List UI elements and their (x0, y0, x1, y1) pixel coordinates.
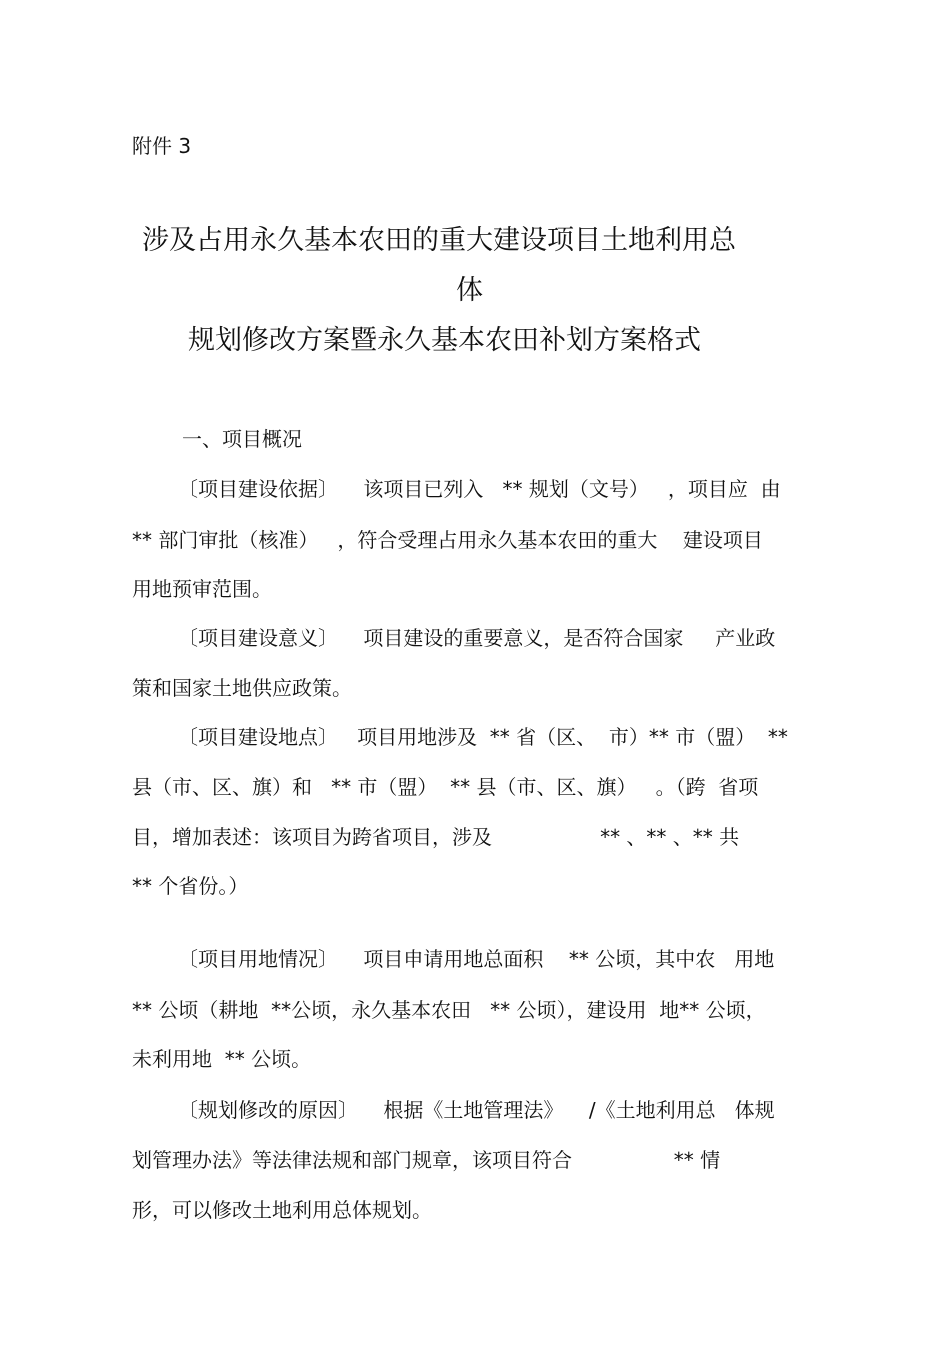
paragraph-line: 〔项目用地情况〕 项目申请用地总面积 ** 公顷，其中农 用地 (178, 947, 775, 971)
paragraph-line: 〔规划修改的原因〕 根据《土地管理法》 /《土地利用总 体规 (178, 1098, 775, 1122)
paragraph-line: 划管理办法》等法律法规和部门规章，该项目符合 ** 情 (132, 1148, 721, 1172)
paragraph-line: 〔项目建设依据〕 该项目已列入 ** 规划（文号） ，项目应 由 (178, 477, 781, 501)
attachment-label: 附件 3 (132, 134, 192, 158)
paragraph-line: 〔项目建设地点〕 项目用地涉及 ** 省（区、 市）** 市（盟） ** (178, 725, 788, 749)
paragraph-line: 形，可以修改土地利用总体规划。 (132, 1198, 432, 1222)
paragraph-line: ** 部门审批（核准） ，符合受理占用永久基本农田的重大 建设项目 (132, 528, 763, 552)
title-line-3: 规划修改方案暨永久基本农田补划方案格式 (188, 325, 701, 356)
title-line-2: 体 (456, 275, 483, 306)
section-heading: 一、项目概况 (182, 427, 302, 451)
paragraph-line: ** 个省份。） (132, 874, 249, 898)
paragraph-line: ** 公顷（耕地 **公顷，永久基本农田 ** 公顷），建设用 地** 公顷， (132, 998, 766, 1022)
title-line-1: 涉及占用永久基本农田的重大建设项目土地利用总 (142, 225, 736, 256)
paragraph-line: 用地预审范围。 (132, 577, 272, 601)
paragraph-line: 目，增加表述：该项目为跨省项目，涉及 ** 、** 、** 共 (132, 825, 740, 849)
paragraph-line: 策和国家土地供应政策。 (132, 676, 352, 700)
paragraph-line: 县（市、区、旗）和 ** 市（盟） ** 县（市、区、旗） 。（跨 省项 (132, 775, 759, 799)
paragraph-line: 〔项目建设意义〕 项目建设的重要意义，是否符合国家 产业政 (178, 626, 776, 650)
paragraph-line: 未利用地 ** 公顷。 (132, 1047, 312, 1071)
